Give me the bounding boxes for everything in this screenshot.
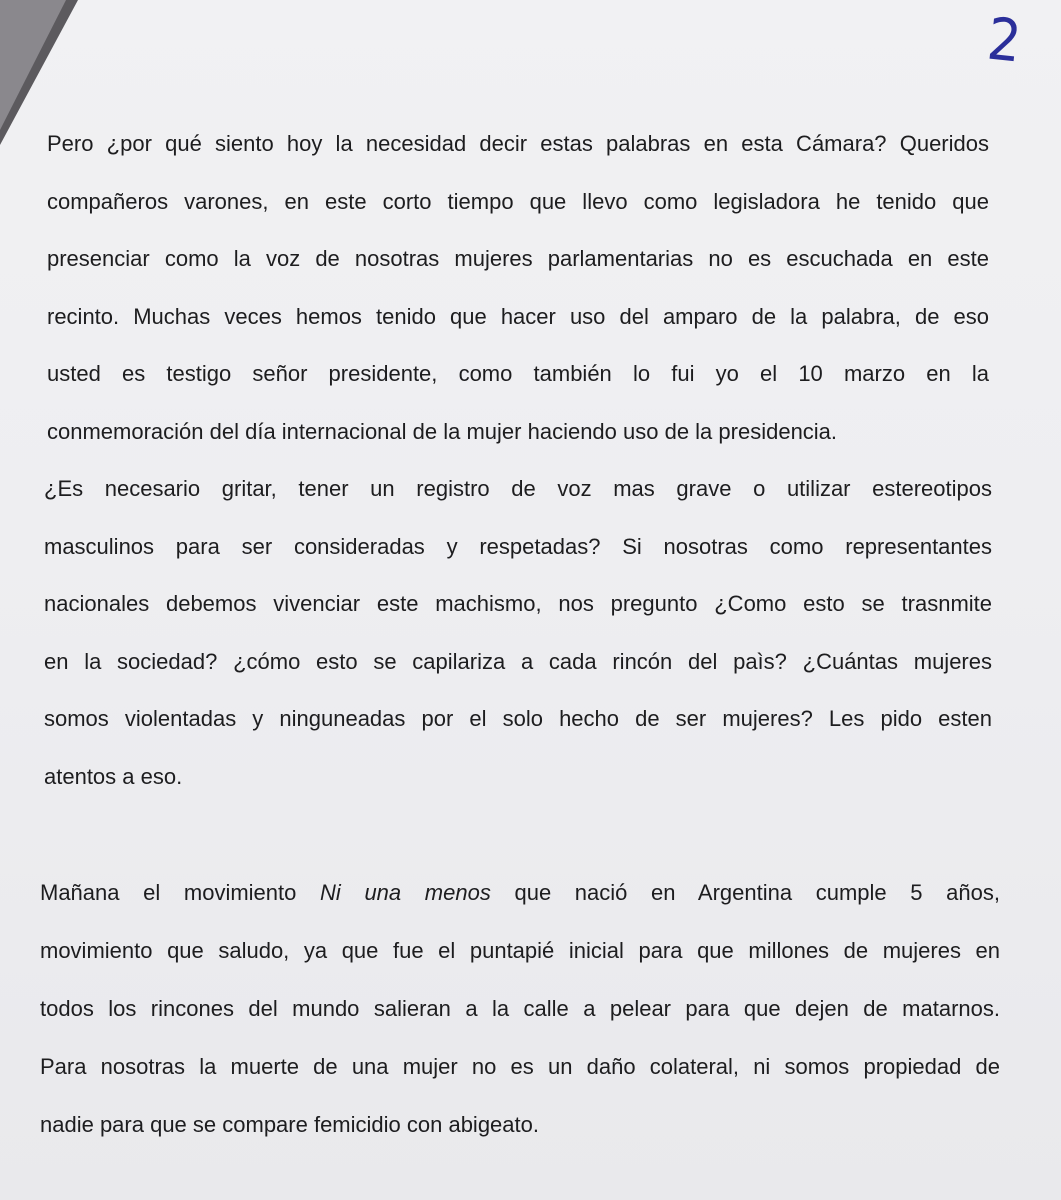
text-line: Para nosotras la muerte de una mujer no es un daño colateral, ni somos propiedad de [40, 1054, 1000, 1079]
text-line: compañeros varones, en este corto tiempo que llevo como legisladora he tenido que [47, 188, 989, 214]
text-line: nacionales debemos vivenciar este machismo, nos pregunto ¿Como esto se trasnmite [44, 591, 992, 616]
text-line: en la sociedad? ¿cómo esto se capilariza a cada rincón del paìs? ¿Cuántas mujeres [44, 648, 992, 674]
text-line: conmemoración del día internacional de la mujer haciendo uso de la presidencia. [47, 418, 838, 444]
text-line: ¿Es necesario gritar, tener un registro de voz mas grave o utilizar estereotipos [44, 476, 992, 501]
text-line: Pero ¿por qué siento hoy la necesidad decir estas palabras en esta Cámara? Queridos [47, 131, 989, 156]
paragraph-1 [47, 115, 989, 460]
text-line: presenciar como la voz de nosotras mujeres parlamentarias no es escuchada en este [47, 246, 989, 271]
handwritten-page-number: 2 [984, 4, 1024, 76]
folded-corner [0, 0, 66, 130]
text-line: todos los rincones del mundo salieran a la calle a pelear para que dejen de matarnos. [40, 996, 1000, 1021]
text-line: atentos a eso. [44, 763, 183, 789]
text-line-first [40, 864, 1000, 922]
text-line: recinto. Muchas veces hemos tenido que hacer uso del amparo de la palabra, de eso [47, 303, 989, 329]
text-line: usted es testigo señor presidente, como también lo fui yo el 10 marzo en la [47, 361, 989, 386]
text-line: somos violentadas y ninguneadas por el solo hecho de ser mujeres? Les pido esten [44, 706, 992, 731]
paragraph-2 [44, 460, 992, 805]
text-line: nadie para que se compare femicidio con abigeato. [40, 1112, 539, 1137]
italic-title: Ni una menos [320, 880, 491, 905]
text-segment: Mañana el movimiento [40, 880, 297, 905]
paragraph-3 [40, 864, 1000, 1154]
text-line: movimiento que saludo, ya que fue el puntapié inicial para que millones de mujeres en [40, 938, 1000, 963]
text-line: masculinos para ser consideradas y respetadas? Si nosotras como representantes [44, 533, 992, 559]
text-segment: que nació en Argentina cumple 5 años, [514, 880, 1000, 905]
